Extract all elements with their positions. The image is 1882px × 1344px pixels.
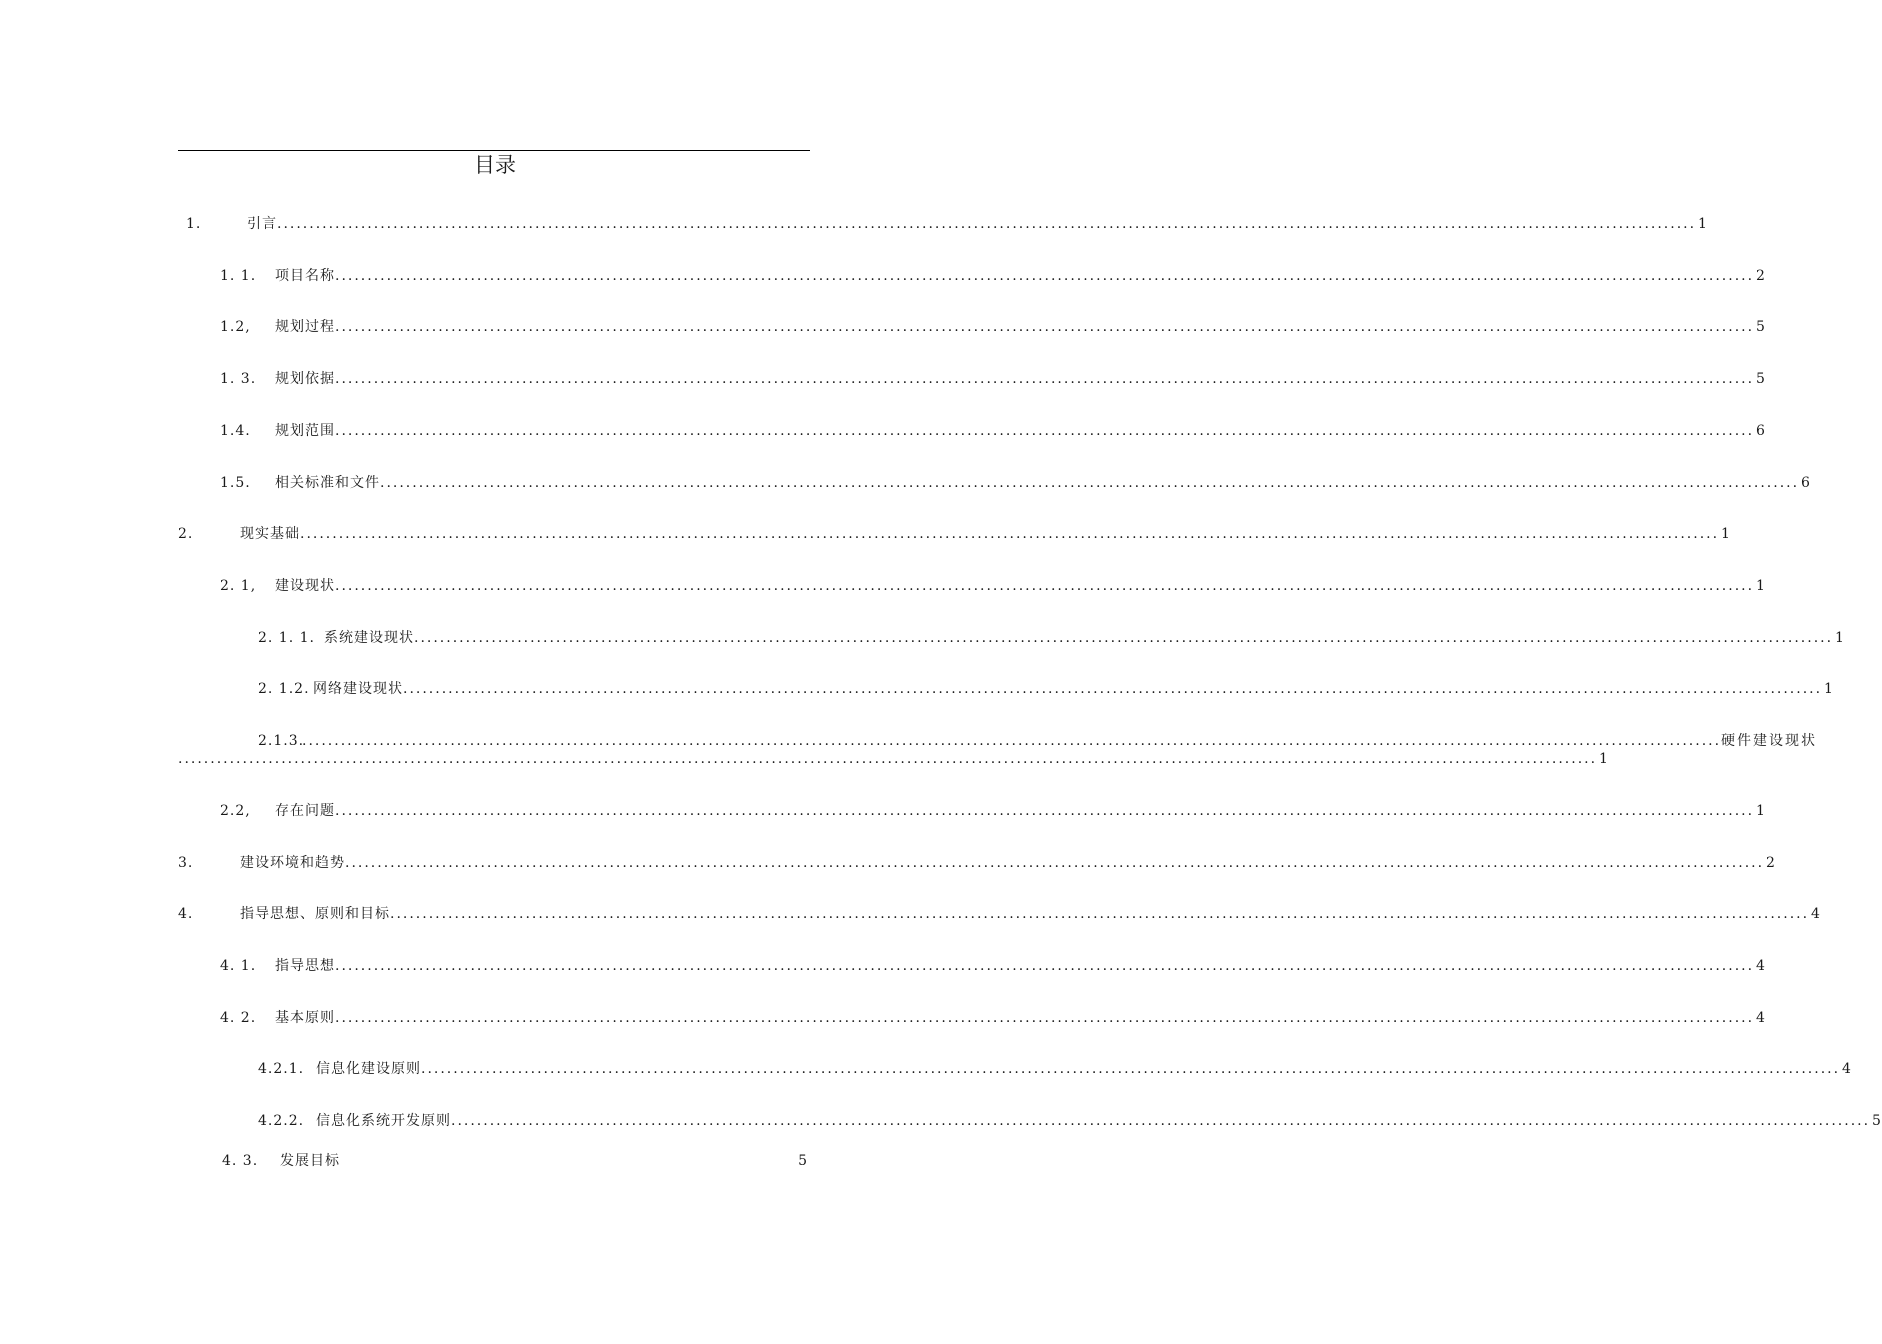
toc-entry-label: 网络建设现状	[313, 681, 403, 697]
toc-entry-line	[324, 628, 1845, 648]
toc-leader-dots: ............................................................................................................................................................................................................................	[335, 803, 1755, 819]
toc-entry-line	[275, 956, 1766, 976]
toc-entry[interactable]	[220, 801, 1766, 821]
toc-entry-label: 规划依据	[275, 371, 335, 387]
toc-leader-dots: ............................................................................................................................................................................................................................	[335, 1010, 1755, 1026]
toc-entry-label: 现实基础	[240, 526, 300, 542]
toc-entry[interactable]	[220, 421, 1766, 441]
toc-entry-label: 规划过程	[275, 319, 335, 335]
toc-entry-number: 4.	[178, 906, 194, 922]
toc-entry-line	[316, 1059, 1852, 1079]
toc-leader-dots: ............................................................................................................................................................................................................................	[421, 1061, 1841, 1077]
toc-entry-line	[275, 421, 1766, 441]
toc-leader-dots: ............................................................................................................................................................................................................................	[302, 733, 1722, 749]
toc-entry-line	[313, 679, 1834, 699]
toc-entry[interactable]	[258, 731, 1818, 751]
toc-entry-page: 2	[1756, 268, 1766, 284]
toc-entry-page: 6	[1801, 475, 1811, 491]
toc-entry[interactable]	[258, 1059, 1852, 1079]
toc-entry-page: 4	[1756, 1010, 1766, 1026]
toc-entry-number: 4. 3.	[222, 1153, 259, 1169]
toc-entry-label: 信息化建设原则	[316, 1061, 421, 1077]
toc-entry-number: 1.2,	[220, 319, 251, 335]
toc-entry-page: 1	[1756, 578, 1766, 594]
toc-entry[interactable]	[220, 576, 1766, 596]
toc-entry[interactable]	[258, 679, 1834, 699]
toc-entry-page: 4	[1842, 1061, 1852, 1077]
toc-entry-label: 指导思想、原则和目标	[240, 906, 390, 922]
toc-entry[interactable]	[220, 1008, 1766, 1028]
toc-entry[interactable]	[178, 904, 1821, 924]
toc-entry[interactable]	[258, 1111, 1882, 1131]
toc-entry-number: 4. 2.	[220, 1010, 257, 1026]
toc-entry-label: 发展目标	[280, 1153, 340, 1169]
toc-entry-label: 规划范围	[275, 423, 335, 439]
toc-title: 目录	[474, 153, 516, 177]
toc-entry-label: 项目名称	[275, 268, 335, 284]
toc-entry-number: 4. 1.	[220, 958, 257, 974]
toc-leader-dots: ............................................................................................................................................................................................................................	[335, 268, 1755, 284]
toc-entry-label: 硬件建设现状	[1721, 733, 1818, 749]
toc-entry[interactable]	[186, 214, 1708, 234]
toc-entry-number: 4.2.1.	[258, 1061, 305, 1077]
toc-entry-line	[275, 1008, 1766, 1028]
toc-entry-number: 1. 3.	[220, 371, 257, 387]
toc-entry-line	[275, 576, 1766, 596]
toc-entry-page: 1	[1824, 681, 1834, 697]
toc-entry-page: 5	[1756, 319, 1766, 335]
toc-entry-continuation	[178, 749, 1609, 769]
toc-entry-line	[316, 1111, 1882, 1131]
toc-entry[interactable]	[220, 473, 1811, 493]
toc-entry-number: 1.4.	[220, 423, 251, 439]
toc-leader-dots: ............................................................................................................................................................................................................................	[300, 526, 1720, 542]
toc-leader-dots: ............................................................................................................................................................................................................................	[451, 1113, 1871, 1129]
toc-entry-label: 相关标准和文件	[275, 475, 380, 491]
toc-leader-dots: ............................................................................................................................................................................................................................	[390, 906, 1810, 922]
toc-entry[interactable]	[222, 1151, 808, 1171]
toc-entry[interactable]	[220, 956, 1766, 976]
toc-entry-line	[240, 524, 1731, 544]
toc-entry-number: 2.	[178, 526, 194, 542]
toc-entry[interactable]	[220, 266, 1766, 286]
toc-entry-page: 4	[1756, 958, 1766, 974]
toc-entry-page: 5	[1872, 1113, 1882, 1129]
toc-entry-line	[178, 749, 1609, 769]
toc-entry[interactable]	[178, 853, 1776, 873]
toc-entry-page: 4	[1811, 906, 1821, 922]
toc-entry-number: 2. 1.2.	[258, 681, 310, 697]
toc-leader-dots: ............................................................................................................................................................................................................................	[335, 958, 1755, 974]
toc-entry-number: 3.	[178, 855, 194, 871]
toc-leader-dots: ............................................................................................................................................................................................................................	[345, 855, 1765, 871]
toc-entry-number: 2.2,	[220, 803, 251, 819]
toc-entry-page: 1	[1599, 751, 1609, 767]
toc-entry-page: 6	[1756, 423, 1766, 439]
toc-entry-number: 1.	[186, 216, 202, 232]
toc-entry-label: 指导思想	[275, 958, 335, 974]
toc-leader-dots: ............................................................................................................................................................................................................................	[403, 681, 1823, 697]
toc-entry-page: 5	[798, 1153, 808, 1169]
toc-entry-number: 1. 1.	[220, 268, 257, 284]
toc-entry-line	[247, 214, 1708, 234]
toc-entry-line	[240, 853, 1776, 873]
toc-leader-dots: ............................................................................................................................................................................................................................	[335, 423, 1755, 439]
toc-entry-page: 1	[1835, 630, 1845, 646]
toc-entry-number: 1.5.	[220, 475, 251, 491]
toc-entry-label: 建设现状	[275, 578, 335, 594]
toc-entry-label: 信息化系统开发原则	[316, 1113, 451, 1129]
toc-entry-line	[275, 266, 1766, 286]
toc-entry-line	[275, 473, 1811, 493]
toc-entry-number: 2. 1. 1.	[258, 630, 315, 646]
toc-entry-number: 2. 1,	[220, 578, 257, 594]
toc-entry[interactable]	[178, 524, 1731, 544]
toc-entry-page: 1	[1721, 526, 1731, 542]
toc-leader-dots: ............................................................................................................................................................................................................................	[335, 578, 1755, 594]
toc-entry-line	[302, 731, 1818, 751]
toc-leader-dots: ............................................................................................................................................................................................................................	[414, 630, 1834, 646]
toc-entry[interactable]	[258, 628, 1845, 648]
toc-entry-label: 建设环境和趋势	[240, 855, 345, 871]
toc-leader-dots: ............................................................................................................................................................................................................................	[178, 751, 1598, 767]
toc-entry-page: 5	[1756, 371, 1766, 387]
toc-entry-page: 1	[1698, 216, 1708, 232]
toc-entry[interactable]	[220, 317, 1766, 337]
toc-entry[interactable]	[220, 369, 1766, 389]
toc-entry-line	[275, 369, 1766, 389]
toc-entry-label: 引言	[247, 216, 277, 232]
toc-entry-label: 存在问题	[275, 803, 335, 819]
toc-entry-label: 基本原则	[275, 1010, 335, 1026]
toc-entry-number: 2.1.3.	[258, 733, 305, 749]
toc-leader-dots: ............................................................................................................................................................................................................................	[277, 216, 1697, 232]
toc-leader-dots: ............................................................................................................................................................................................................................	[380, 475, 1800, 491]
toc-entry-label: 系统建设现状	[324, 630, 414, 646]
toc-entry-page: 1	[1756, 803, 1766, 819]
toc-entry-line	[275, 801, 1766, 821]
toc-entry-page: 2	[1766, 855, 1776, 871]
toc-entry-number: 4.2.2.	[258, 1113, 305, 1129]
toc-entry-line	[240, 904, 1821, 924]
toc-entry-line	[275, 317, 1766, 337]
toc-leader-dots: ............................................................................................................................................................................................................................	[335, 319, 1755, 335]
toc-leader-dots: ............................................................................................................................................................................................................................	[335, 371, 1755, 387]
